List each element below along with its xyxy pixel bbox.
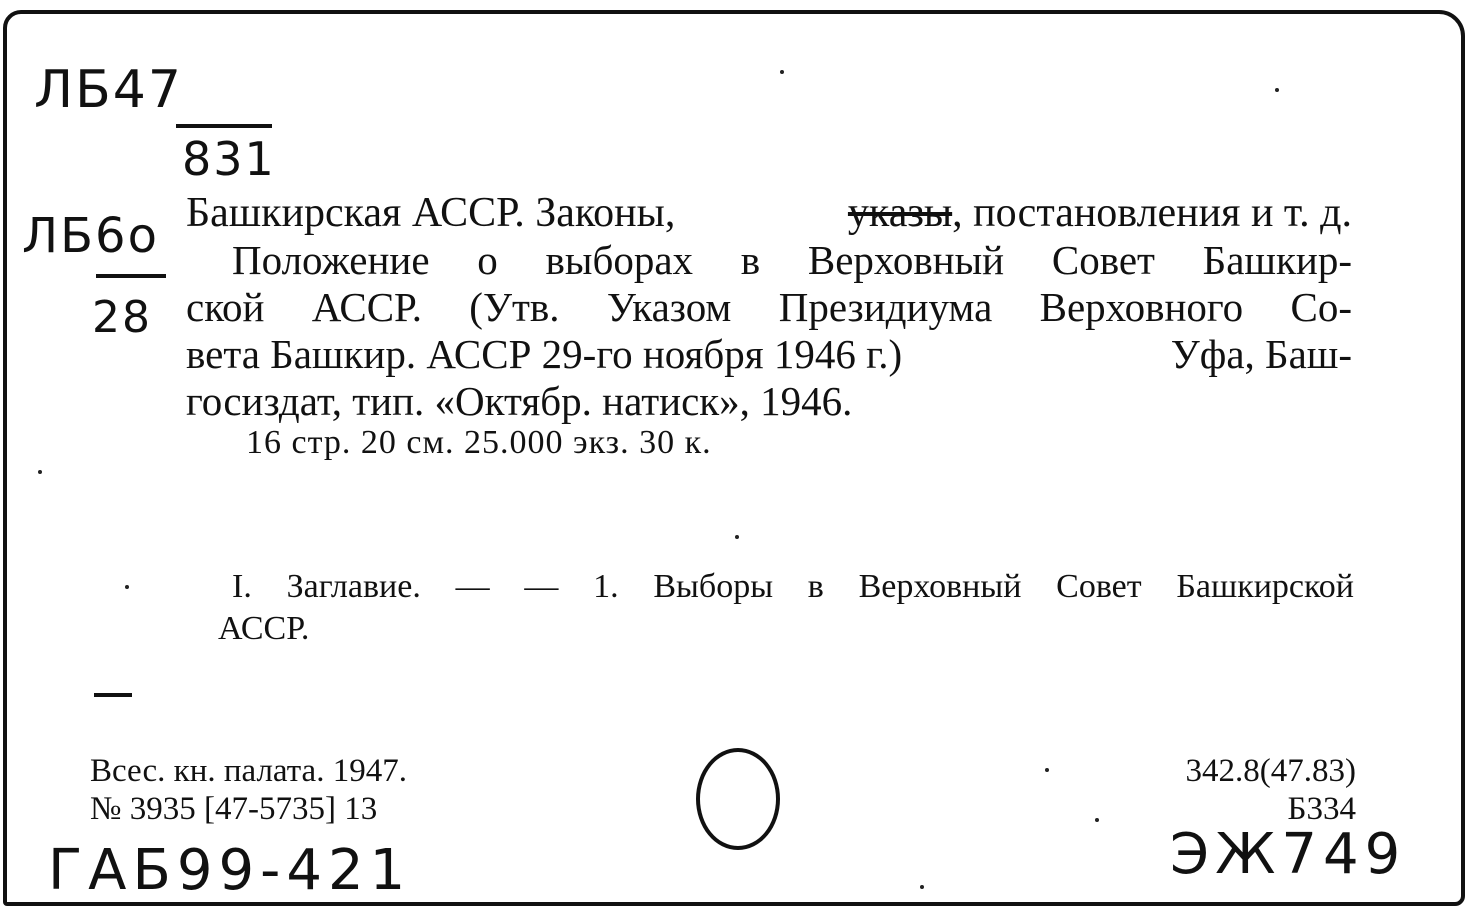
speck (780, 70, 784, 74)
body-line-3-text: вета Башкир. АССР 29-го ноября 1946 г.) (186, 331, 903, 377)
shelf-mark-2-divider (96, 274, 166, 278)
tracings-line-2: АССР. (218, 610, 310, 647)
inventory-number-handwritten: ЭЖ749 (1170, 822, 1407, 887)
speck (1045, 768, 1049, 772)
physical-description: 16 стр. 20 см. 25.000 экз. 30 к. (246, 424, 712, 461)
author-mark: Б334 (1287, 791, 1356, 827)
footer-left-line-1: Всес. кн. палата. 1947. (90, 753, 407, 789)
speck (125, 585, 129, 589)
imprint-place: Уфа, Баш- (1170, 331, 1352, 377)
speck (1095, 818, 1099, 822)
tracings (218, 566, 1354, 650)
archive-number-handwritten: ГАБ99-421 (48, 838, 412, 903)
heading-struck-word: указы (847, 190, 953, 236)
shelf-mark-2-bottom: 28 (92, 292, 152, 343)
dash-mark (94, 693, 132, 697)
speck (735, 535, 739, 539)
shelf-mark-divider (176, 124, 272, 128)
heading-part-1: Башкирская АССР. Законы, (186, 190, 676, 236)
shelf-mark-top: ЛБ47 (34, 60, 183, 120)
speck (38, 470, 42, 474)
heading-part-2: , постановления и т. д. (952, 190, 1352, 236)
footer-left (90, 752, 407, 828)
imprint-rest: госиздат, тип. «Октябр. натиск», 1946. (186, 378, 853, 424)
speck (1275, 88, 1279, 92)
tracings-line-1: I. Заглавие. — — 1. Выборы в Верховный Совет Башкирской (232, 568, 1354, 605)
classification-number: 342.8(47.83) (1185, 753, 1356, 789)
footer-left-line-2: № 3935 [47-5735] 13 (90, 791, 378, 827)
body-line-1: Положение о выборах в Верховный Совет Башкир- (232, 237, 1352, 283)
punch-hole-circle (696, 748, 780, 850)
shelf-mark-2-top: ЛБ6о (22, 208, 159, 264)
body-line-2: ской АССР. (Утв. Указом Президиума Верховного Со- (186, 284, 1352, 330)
body-line-3 (186, 331, 1352, 378)
speck (920, 885, 924, 889)
bibliographic-description (186, 190, 1352, 425)
heading-line (186, 190, 1352, 237)
shelf-mark-bottom: 831 (182, 132, 276, 186)
footer-right (1186, 752, 1356, 828)
